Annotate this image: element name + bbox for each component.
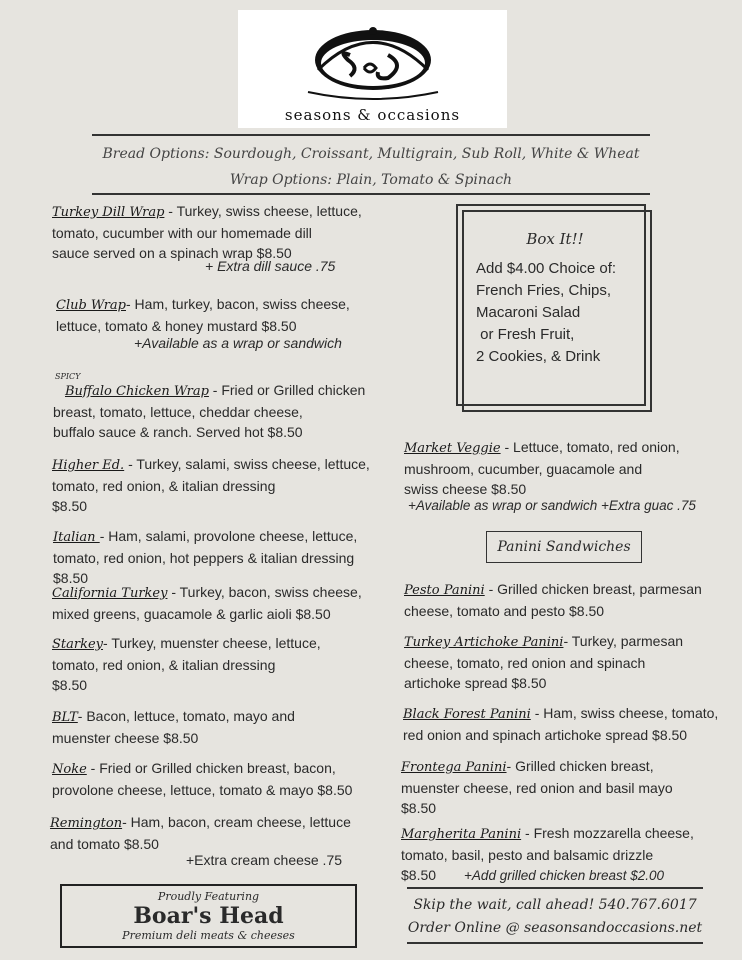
order-online: Order Online @ seasonsandoccasions.net [407,920,703,936]
spicy-tag: SPICY [55,372,81,381]
menu-item-market-veggie: Market Veggie - Lettuce, tomato, red onion, mushroom, cucumber, guacamole and swiss cheese $8.50 [404,439,680,497]
menu-item-italian: Italian - Ham, salami, provolone cheese, lettuce, tomato, red onion, hot peppers & italian dressing $8.50 [53,528,358,586]
item-name: Remington [50,816,123,831]
menu-item-blt: BLT- Bacon, lettuce, tomato, mayo and muenster cheese $8.50 [52,708,295,746]
boars-featuring: Proudly Featuring [157,890,260,903]
item-note: +Extra cream cheese .75 [186,852,343,868]
item-name: Black Forest Panini [403,707,531,722]
menu-item-frontega-panini: Frontega Panini- Grilled chicken breast, muenster cheese, red onion and basil mayo $8.50 [401,758,673,816]
item-name: Margherita Panini [401,827,522,842]
item-name: Frontega Panini [401,760,507,775]
item-note: + Extra dill sauce .75 [205,258,336,274]
item-name: Starkey [52,637,104,652]
item-note: +Add grilled chicken breast $2.00 [464,868,665,883]
menu-item-turkey-artichoke-panini: Turkey Artichoke Panini- Turkey, parmesan cheese, tomato, red onion and spinach artichoke spread $8.50 [404,633,684,691]
menu-item-starkey: Starkey- Turkey, muenster cheese, lettuce, tomato, red onion, & italian dressing $8.50 [52,635,321,693]
menu-item-club-wrap: Club Wrap- Ham, turkey, bacon, swiss cheese, lettuce, tomato & honey mustard $8.50 [56,296,350,334]
item-name: Noke [52,762,87,777]
logo [238,10,507,128]
footer-divider-bottom [407,942,703,944]
item-name: Club Wrap [56,298,126,313]
item-name: BLT [52,710,78,725]
menu-item-pesto-panini: Pesto Panini - Grilled chicken breast, parmesan cheese, tomato and pesto $8.50 [404,581,702,619]
cloche-logo-icon [238,10,507,106]
item-note: +Available as a wrap or sandwich [134,335,342,351]
boars-tagline: Premium deli meats & cheeses [122,929,295,942]
menu-item-black-forest-panini: Black Forest Panini - Ham, swiss cheese, tomato, red onion and spinach artichoke spread $8.50 [403,705,719,743]
menu-item-margherita-panini: Margherita Panini - Fresh mozzarella cheese, tomato, basil, pesto and balsamic drizzle $8.50 +Add grilled chicken breast $2.00 [401,825,694,883]
box-it-body: Add $4.00 Choice of: French Fries, Chips, Macaroni Salad or Fresh Fruit, 2 Cookies, & Drink [476,260,617,365]
item-name: Italian [53,530,100,545]
menu-item-california-turkey: California Turkey - Turkey, bacon, swiss cheese, mixed greens, guacamole & garlic aioli $8.50 [52,584,362,622]
item-name: Buffalo Chicken Wrap [65,384,209,399]
item-name: Turkey Artichoke Panini [404,635,564,650]
call-ahead: Skip the wait, call ahead! 540.767.6017 [413,897,697,913]
item-name: Pesto Panini [404,583,485,598]
box-it-title: Box It!! [526,230,584,248]
panini-heading: Panini Sandwiches [486,531,642,563]
top-divider [92,134,650,136]
item-name: Market Veggie [404,441,501,456]
boars-head-badge [60,884,357,948]
menu-item-higher-ed: Higher Ed. - Turkey, salami, swiss cheese, lettuce, tomato, red onion, & italian dressing $8.50 [52,456,370,514]
menu-item-turkey-dill-wrap: Turkey Dill Wrap - Turkey, swiss cheese, lettuce, tomato, cucumber with our homemade dill sauce served on a spinach wrap $8.50 [52,203,362,261]
menu-item-noke: Noke - Fried or Grilled chicken breast, bacon, provolone cheese, lettuce, tomato & mayo $8.50 [52,760,353,798]
item-name: Turkey Dill Wrap [52,205,165,220]
brand-name: seasons & occasions [284,106,461,124]
menu-item-remington: Remington- Ham, bacon, cream cheese, lettuce and tomato $8.50 [50,814,351,852]
bread-options: Bread Options: Sourdough, Croissant, Multigrain, Sub Roll, White & Wheat [102,146,640,162]
item-name: Higher Ed. [52,458,125,473]
boars-name: Boar's Head [133,903,284,929]
menu-item-buffalo-chicken-wrap: Buffalo Chicken Wrap - Fried or Grilled chicken breast, tomato, lettuce, cheddar cheese, buffalo sauce & ranch. Served hot $8.50 [53,382,366,440]
wrap-options: Wrap Options: Plain, Tomato & Spinach [229,172,513,188]
item-note: +Available as wrap or sandwich +Extra guac .75 [408,498,696,513]
item-name: California Turkey [52,586,168,601]
footer-divider-top [407,887,703,889]
options-divider [92,193,650,195]
